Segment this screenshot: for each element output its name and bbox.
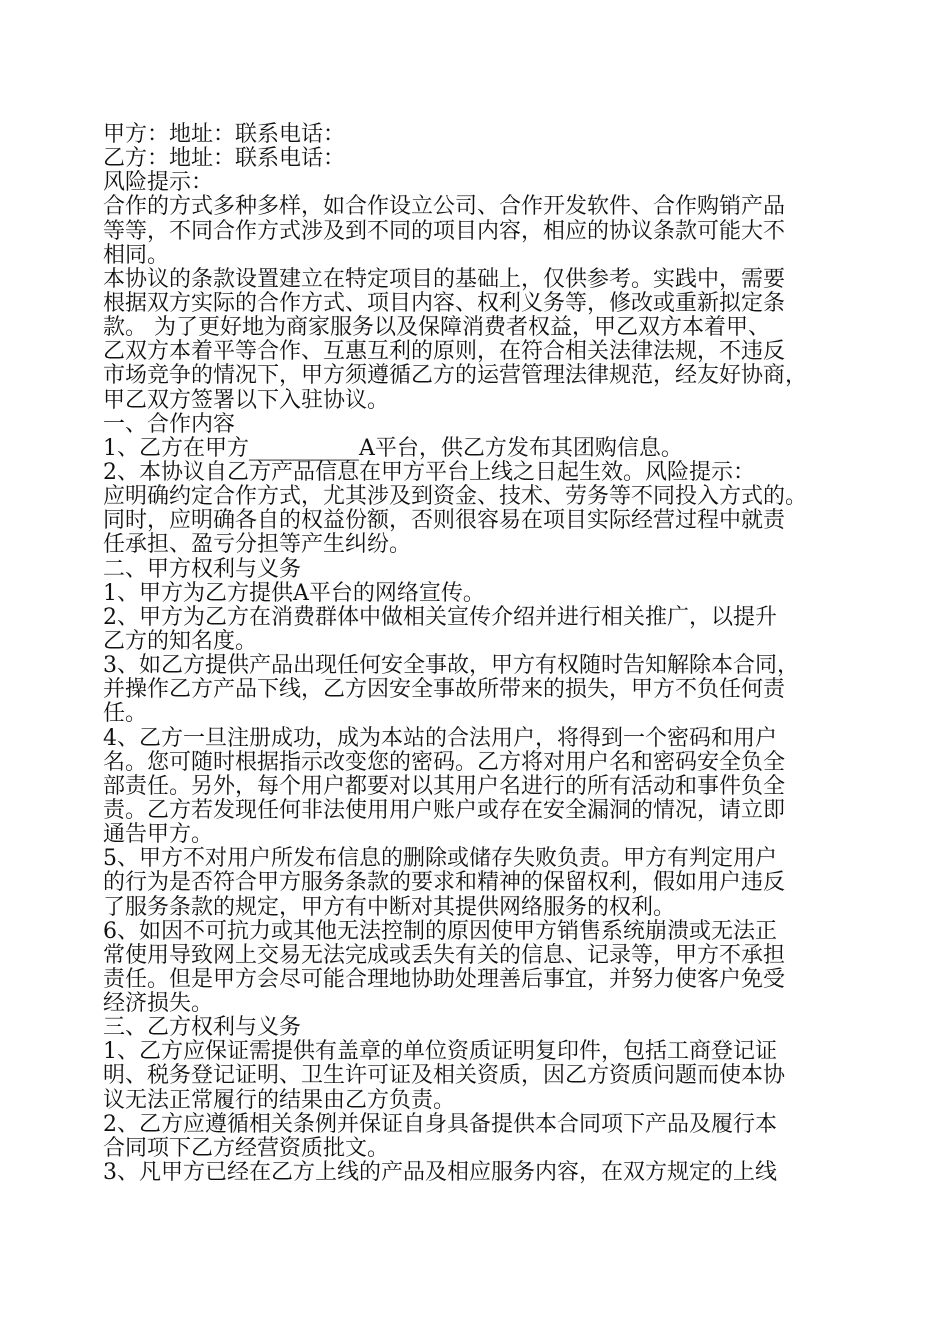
text-line: 部责任。另外，每个用户都要对以其用户名进行的所有活动和事件负全 [103,773,786,799]
text-line: 1、乙方在甲方__________A平台，供乙方发布其团购信息。 [103,435,683,461]
text-line: 根据双方实际的合作方式、项目内容、权利义务等，修改或重新拟定条 [103,290,786,316]
text-line: 2、乙方应遵循相关条例并保证自身具备提供本合同项下产品及履行本 [103,1111,777,1137]
text-line: 2、本协议自乙方产品信息在甲方平台上线之日起生效。风险提示： [103,459,755,485]
text-line: 款。 为了更好地为商家服务以及保障消费者权益，甲乙双方本着甲、 [103,315,770,341]
text-line: 本协议的条款设置建立在特定项目的基础上，仅供参考。实践中，需要 [103,266,786,292]
text-line: 的行为是否符合甲方服务条款的要求和精神的保留权利，假如用户违反 [103,870,786,896]
text-line: 市场竞争的情况下，甲方须遵循乙方的运营管理法律规范，经友好协商， [103,363,808,389]
section-heading-party-b: 三、乙方权利与义务 [103,1015,302,1041]
text-line: 甲乙双方签署以下入驻协议。 [103,387,390,413]
text-line: 责任。但是甲方会尽可能合理地协助处理善后事宜，并努力使客户免受 [103,966,786,992]
text-line: 同时，应明确各自的权益份额，否则很容易在项目实际经营过程中就责 [103,508,786,534]
text-line: 明、税务登记证明、卫生许可证及相关资质，因乙方资质问题而使本协 [103,1063,786,1089]
text-line: 相同。 [103,242,170,268]
text-line: 6、如因不可抗力或其他无法控制的原因使甲方销售系统崩溃或无法正 [103,918,777,944]
text-line: 乙方的知名度。 [103,628,258,654]
text-line: 2、甲方为乙方在消费群体中做相关宣传介绍并进行相关推广，以提升 [103,604,777,630]
text-line: 并操作乙方产品下线，乙方因安全事故所带来的损失，甲方不负任何责 [103,677,786,703]
section-heading-party-a: 二、甲方权利与义务 [103,556,302,582]
text-line: 乙双方本着平等合作、互惠互利的原则，在符合相关法律法规，不违反 [103,339,786,365]
text-line: 4、乙方一旦注册成功，成为本站的合法用户，将得到一个密码和用户 [103,725,777,751]
text-line: 应明确约定合作方式，尤其涉及到资金、技术、劳务等不同投入方式的。 [103,484,808,510]
risk-notice-heading: 风险提示： [103,170,214,196]
text-line: 了服务条款的规定，甲方有中断对其提供网络服务的权利。 [103,894,676,920]
document-body [103,123,873,1185]
text-line: 通告甲方。 [103,822,214,848]
text-line: 任承担、盈亏分担等产生纠纷。 [103,532,412,558]
text-line: 3、如乙方提供产品出现任何安全事故，甲方有权随时告知解除本合同， [103,653,799,679]
text-line: 1、乙方应保证需提供有盖章的单位资质证明复印件，包括工商登记证 [103,1039,777,1065]
text-line: 名。您可随时根据指示改变您的密码。乙方将对用户名和密码安全负全 [103,749,786,775]
text-line: 合作的方式多种多样，如合作设立公司、合作开发软件、合作购销产品 [103,194,786,220]
text-line: 常使用导致网上交易无法完成或丢失有关的信息、记录等，甲方不承担 [103,942,786,968]
text-line: 任。 [103,701,148,727]
text-line: 5、甲方不对用户所发布信息的删除或储存失败负责。甲方有判定用户 [103,846,777,872]
party-b-line: 乙方：地址：联系电话： [103,146,346,172]
text-line: 3、凡甲方已经在乙方上线的产品及相应服务内容，在双方规定的上线 [103,1160,777,1186]
section-heading-cooperation: 一、合作内容 [103,411,236,437]
party-a-line: 甲方：地址：联系电话： [103,122,346,147]
text-line: 责。乙方若发现任何非法使用用户账户或存在安全漏洞的情况，请立即 [103,797,786,823]
text-line: 经济损失。 [103,991,214,1017]
text-line: 1、甲方为乙方提供A平台的网络宣传。 [103,580,485,606]
text-line: 等等，不同合作方式涉及到不同的项目内容，相应的协议条款可能大不 [103,218,786,244]
text-line: 议无法正常履行的结果由乙方负责。 [103,1087,456,1113]
text-line: 合同项下乙方经营资质批文。 [103,1135,390,1161]
